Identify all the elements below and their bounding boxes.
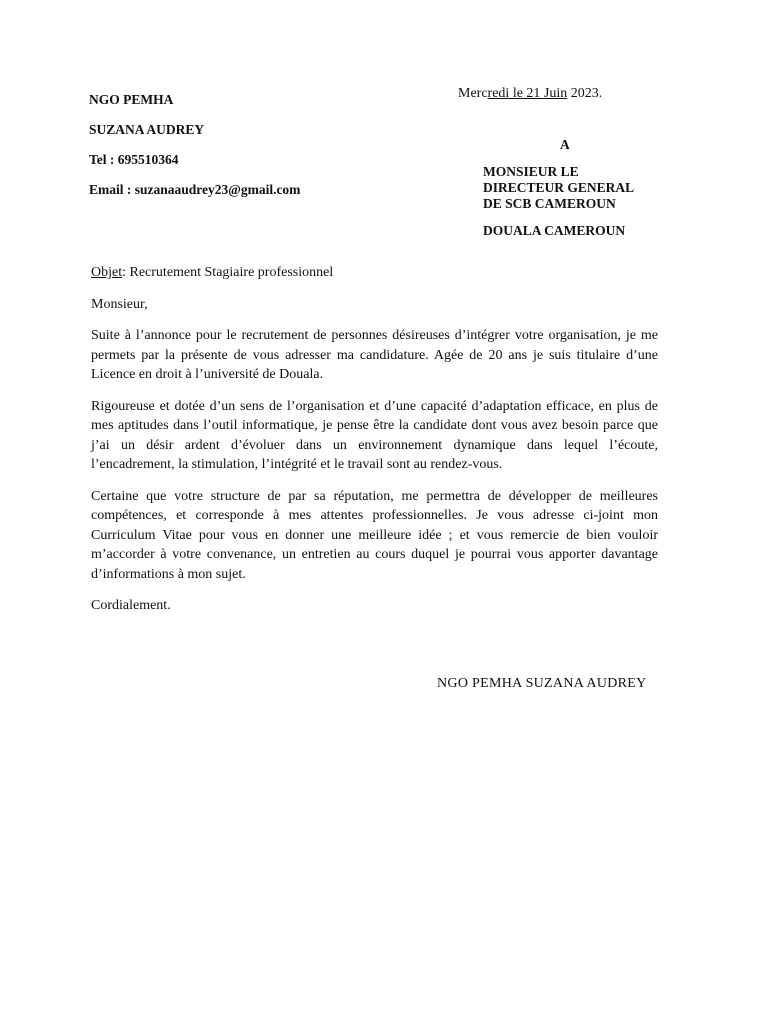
paragraph-3: Certaine que votre structure de par sa réputation, me permettra de développer de meilleures compétences, et corresponde à mes attentes professionnelles. Je vous adresse ci-joint mon Curriculum Vitae pour vous en donner une meilleure idée ; et vous remercie de bien vouloir m’accorder à votre convenance, un entretien au cours duquel je pourrai vous apporter davantage d’informations à mon sujet. (91, 488, 658, 582)
sender-phone: Tel : 695510364 (89, 152, 179, 167)
sender-block (89, 92, 369, 212)
sender-last-name: NGO PEMHA (89, 92, 174, 107)
recipient-title-line-1: MONSIEUR LE (483, 164, 579, 179)
letter-body (91, 263, 658, 628)
sender-first-names: SUZANA AUDREY (89, 122, 205, 137)
salutation: Monsieur, (91, 296, 148, 312)
date-part-2: redi le 21 Juin (487, 86, 568, 101)
recipient-title-line-3: DE SCB CAMEROUN (483, 196, 616, 211)
object-label: Objet (91, 265, 123, 280)
recipient-prefix: A (560, 137, 570, 152)
letter-date (458, 86, 602, 102)
date-part-3: 2023. (567, 86, 603, 101)
recipient-block (483, 164, 683, 239)
signature: NGO PEMHA SUZANA AUDREY (437, 676, 647, 691)
date-part-1: Merc (458, 86, 488, 101)
recipient-city: DOUALA CAMEROUN (483, 223, 626, 238)
recipient-title-line-2: DIRECTEUR GENERAL (483, 180, 635, 195)
closing: Cordialement. (91, 598, 171, 613)
sender-email: Email : suzanaaudrey23@gmail.com (89, 182, 301, 197)
paragraph-1: Suite à l’annonce pour le recrutement de personnes désireuses d’intégrer votre organisation, je me permets par la présente de vous adresser ma candidature. Agée de 20 ans je suis titulaire d’une Licence en droit à l’université de Douala. (91, 328, 658, 382)
object-text: : Recrutement Stagiaire professionnel (122, 265, 334, 280)
paragraph-2: Rigoureuse et dotée d’un sens de l’organisation et d’une capacité d’adaptation efficace, en plus de mes aptitudes dans l’outil informatique, je pense être la candidate dont vous avez besoin parce que j’ai un désir ardent d’évoluer dans un environnement dynamique dans lequel l’écoute, l’encadrement, la stimulation, l’intégrité et le travail sont au rendez-vous. (91, 398, 658, 472)
object-line (91, 263, 658, 283)
